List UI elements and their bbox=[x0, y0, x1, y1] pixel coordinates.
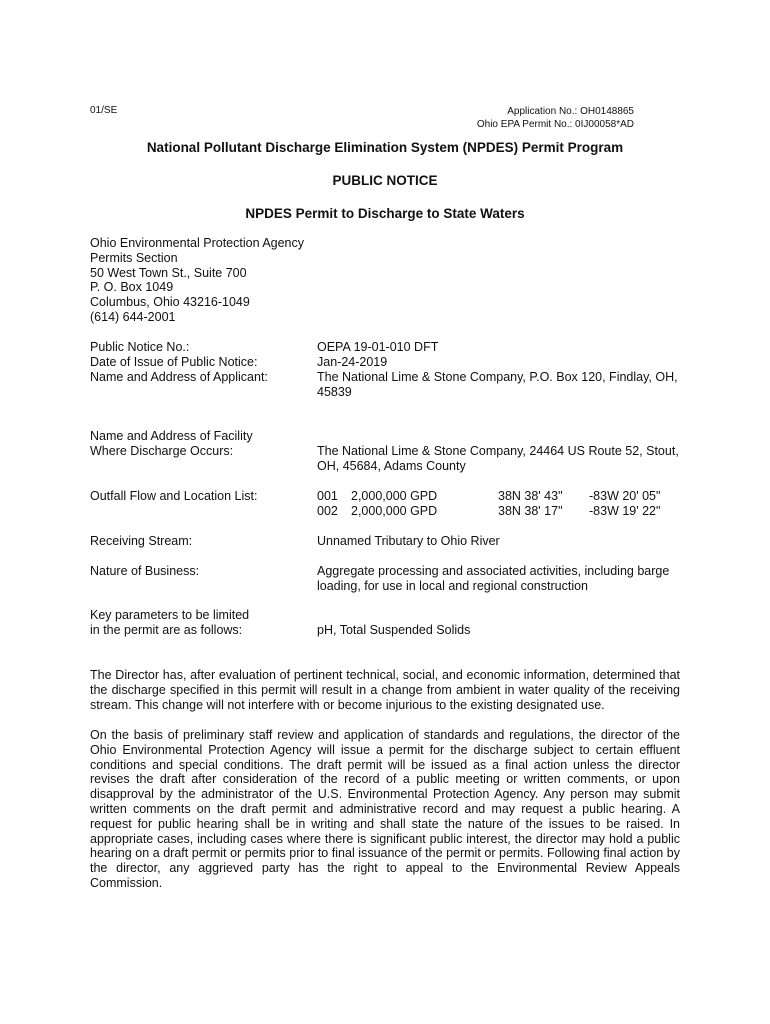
field-value: pH, Total Suspended Solids bbox=[317, 623, 471, 637]
field-label: Receiving Stream: bbox=[90, 534, 193, 548]
field-label: Outfall Flow and Location List: bbox=[90, 489, 258, 503]
determination-paragraph: The Director has, after evaluation of pertinent technical, social, and economic information, determined that the discharge specified in this permit will result in a change from ambient in water quality of the receiving stream. This change will not interfere with or become injurious to the existing designated use. bbox=[90, 668, 680, 712]
outfall-list bbox=[317, 489, 687, 519]
application-number: Application No.: OH0148865 bbox=[507, 106, 634, 117]
field-label: Nature of Business: bbox=[90, 564, 200, 578]
field-value: Unnamed Tributary to Ohio River bbox=[317, 534, 500, 548]
field-label: Date of Issue of Public Notice: bbox=[90, 355, 258, 369]
field-value: The National Lime & Stone Company, 24464 US Route 52, Stout, OH, 45684, Adams County bbox=[317, 444, 679, 473]
field-value: The National Lime & Stone Company, P.O. Box 120, Findlay, OH, 45839 bbox=[317, 370, 678, 399]
outfall-number: 002 bbox=[317, 503, 338, 518]
outfall-latitude: 38N 38' 17" bbox=[498, 503, 563, 518]
header-identifiers bbox=[477, 105, 634, 131]
field-value: Aggregate processing and associated activities, including barge loading, for use in local and regional construction bbox=[317, 564, 670, 593]
agency-po-box: P. O. Box 1049 bbox=[90, 280, 174, 295]
field-label-line: Name and Address of Facility bbox=[90, 429, 253, 443]
field-label: Public Notice No.: bbox=[90, 340, 190, 354]
outfall-latitude: 38N 38' 43" bbox=[498, 489, 563, 503]
permit-title: NPDES Permit to Discharge to State Waters bbox=[245, 206, 525, 221]
outfall-number: 001 bbox=[317, 489, 338, 503]
outfall-flow: 2,000,000 GPD bbox=[351, 489, 438, 503]
epa-permit-number: Ohio EPA Permit No.: 0IJ00058*AD bbox=[476, 119, 634, 130]
outfall-row bbox=[317, 489, 687, 504]
field-label bbox=[90, 608, 310, 638]
field-value: OEPA 19-01-010 DFT bbox=[317, 340, 439, 354]
outfall-flow: 2,000,000 GPD bbox=[351, 503, 438, 518]
field-value: Jan-24-2019 bbox=[317, 355, 388, 369]
agency-city: Columbus, Ohio 43216-1049 bbox=[90, 295, 250, 310]
field-label: Name and Address of Applicant: bbox=[90, 370, 268, 384]
agency-address-block bbox=[90, 236, 304, 325]
outfall-longitude: -83W 19' 22" bbox=[589, 503, 661, 518]
outfall-row bbox=[317, 504, 687, 519]
agency-phone: (614) 644-2001 bbox=[90, 309, 176, 324]
agency-name: Ohio Environmental Protection Agency bbox=[90, 236, 305, 250]
agency-section: Permits Section bbox=[90, 250, 178, 265]
outfall-longitude: -83W 20' 05" bbox=[589, 489, 661, 503]
program-title: National Pollutant Discharge Elimination System (NPDES) Permit Program bbox=[146, 140, 624, 155]
document-code: 01/SE bbox=[90, 105, 118, 116]
notice-title: PUBLIC NOTICE bbox=[332, 173, 438, 188]
procedure-paragraph: On the basis of preliminary staff review and application of standards and regulations, the director of the Ohio Environmental Protection Agency will issue a permit for the discharge subject to certain effluent conditions and special conditions. The draft permit will be issued as a final action unless the director revises the draft after consideration of the record of a public meeting or written comments, or upon disapproval by the administrator of the U.S. Environmental Protection Agency. Any person may submit written comments on the draft permit and administrative record and may request a public hearing. A request for public hearing shall be in writing and shall state the nature of the issues to be raised. In appropriate cases, including cases where there is significant public interest, the director may hold a public hearing on a draft permit or permits prior to final issuance of the permit or permits. Following final action by the director, any aggrieved party has the right to appeal to the Environmental Review Appeals Commission. bbox=[90, 728, 680, 890]
field-label-line: in the permit are as follows: bbox=[90, 622, 243, 637]
field-label bbox=[90, 429, 310, 459]
agency-street: 50 West Town St., Suite 700 bbox=[90, 265, 247, 280]
field-label-line: Where Discharge Occurs: bbox=[90, 443, 234, 458]
field-label-line: Key parameters to be limited bbox=[90, 608, 250, 622]
